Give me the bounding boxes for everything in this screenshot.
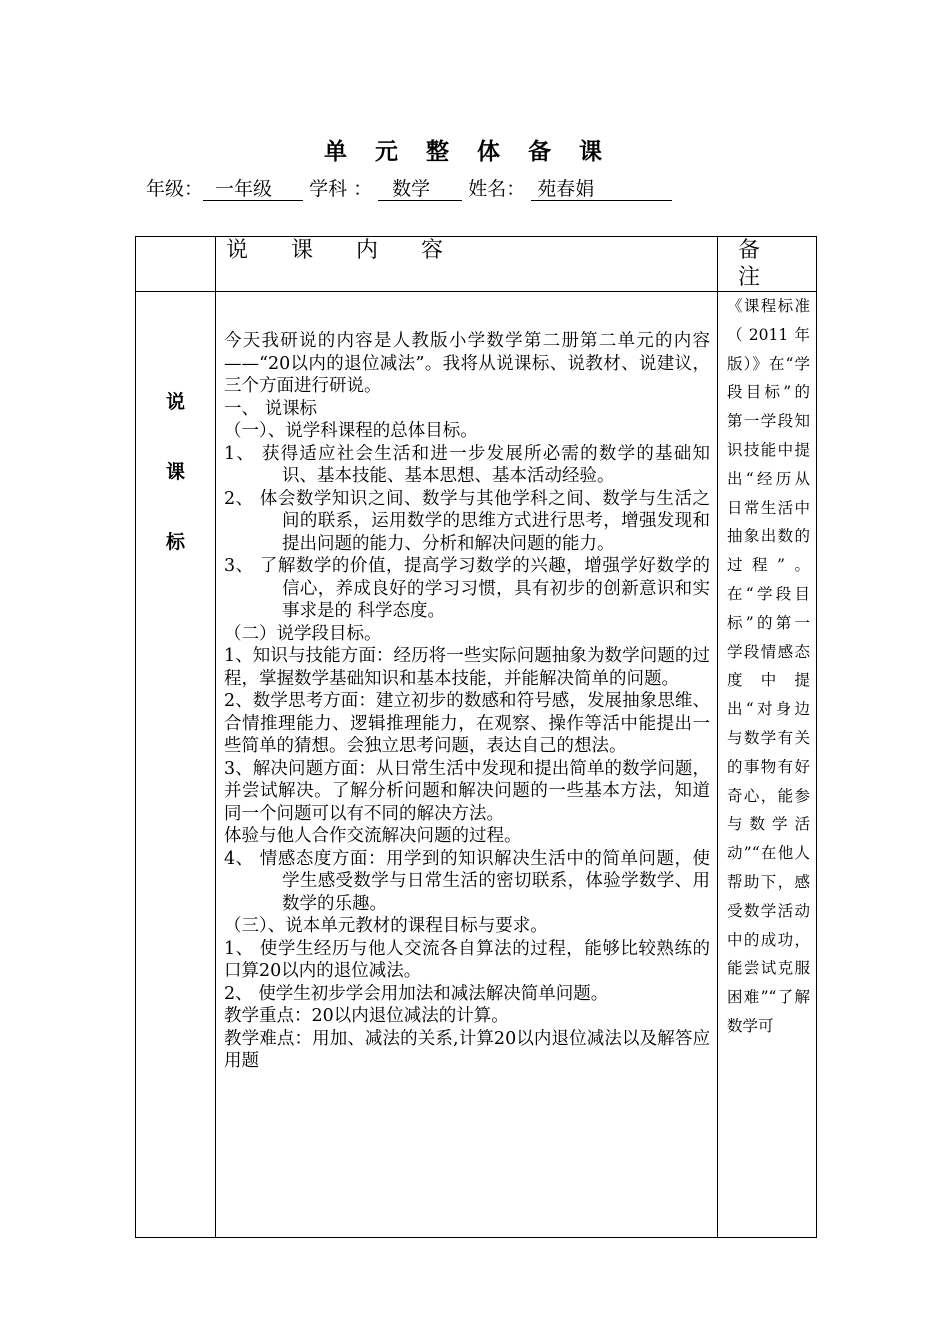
- content-paragraph: 2、 使学生初步学会用加法和减法解决简单问题。: [224, 983, 609, 1004]
- content-paragraph: 1、 获得适应社会生活和进一步发展所必需的数学的基础知识、基本技能、基本思想、基本活动经验。: [224, 443, 710, 486]
- content-paragraph: 2、数学思考方面：建立初步的数感和符号感，发展抽象思维、合情推理能力、逻辑推理能力，在观察、操作等活中能提出一些简单的猜想。会独立思考问题，表达自己的想法。: [224, 691, 710, 756]
- section-label-char: 课: [165, 461, 185, 483]
- note-text: 《课程标准（2011年版）》在“学段目标”的第一学段知识技能中提出“经历从日常生活中抽象出数的过程”。在“学段目标”的第一学段情感态度中提出“对身边与数学有关的事物有好奇心，能参与数学活动”“在他人帮助下，感受数学活动中的成功，能尝试克服困难”“了解数学可: [727, 297, 810, 1035]
- name-value: 苑春娟: [531, 178, 672, 201]
- content-paragraph: 1、 使学生经历与他人交流各自算法的过程，能够比较熟练的口算20以内的退位减法。: [224, 938, 710, 981]
- content-paragraph: 1、知识与技能方面：经历将一些实际问题抽象为数学问题的过程，掌握数学基础知识和基本技能，并能解决简单的问题。: [224, 646, 710, 689]
- content-paragraph: 3、 了解数学的价值，提高学习数学的兴趣，增强学好数学的信心，养成良好的学习习惯，具有初步的创新意识和实事求是的 科学态度。: [224, 556, 710, 621]
- content-paragraph: 教学难点：用加、减法的关系,计算20以内退位减法以及解答应用题: [224, 1028, 710, 1071]
- content-paragraph: （一）、说学科课程的总体目标。: [224, 421, 478, 441]
- content-paragraph: 一、 说课标: [224, 398, 318, 419]
- section-label-cell: [136, 292, 216, 1238]
- content-paragraph: 2、 体会数学知识之间、数学与其他学科之间、数学与生活之间的联系，运用数学的思维方式进行思考，增强发现和提出问题的能力、分析和解决问题的能力。: [224, 488, 710, 554]
- grade-value: 一年级: [203, 178, 303, 201]
- subject-label: 学科 ：: [309, 178, 373, 200]
- page-title: 单 元 整 体 备 课: [323, 138, 613, 165]
- header-blank-cell: [136, 237, 216, 292]
- content-paragraph: 今天我研说的内容是人教版小学数学第二册第二单元的内容——“20以内的退位减法”。我将从说课标、说教材、说建议，三个方面进行研说。: [224, 331, 710, 396]
- note-cell: [718, 292, 817, 1238]
- lesson-table: [135, 236, 817, 1238]
- content-paragraph: 3、解决问题方面：从日常生活中发现和提出简单的数学问题，并尝试解决。了解分析问题和解决问题的一些基本方法，知道同一个问题可以有不同的解决方法。: [224, 758, 710, 824]
- content-paragraph: 教学重点：20以内退位减法的计算。: [224, 1006, 509, 1026]
- content-cell: [216, 292, 718, 1238]
- header-content: 说 课 内 容: [216, 237, 718, 292]
- header-note: 备 注: [718, 237, 817, 292]
- content-paragraph: 4、 情感态度方面：用学到的知识解决生活中的简单问题，使学生感受数学与日常生活的密切联系，体验学数学、用数学的乐趣。: [224, 848, 710, 914]
- content-paragraph: （二）说学段目标。: [224, 623, 382, 644]
- subject-value: 数学: [378, 178, 462, 201]
- grade-label: 年级：: [146, 178, 204, 200]
- name-label: 姓名：: [468, 178, 526, 200]
- header-info: [146, 174, 672, 201]
- section-label-char: 说: [165, 391, 185, 413]
- section-label: [136, 391, 215, 553]
- content-paragraph: 体验与他人合作交流解决问题的过程。: [224, 826, 522, 846]
- content-paragraph: （三）、说本单元教材的课程目标与要求。: [224, 916, 548, 936]
- section-label-char: 标: [165, 531, 185, 553]
